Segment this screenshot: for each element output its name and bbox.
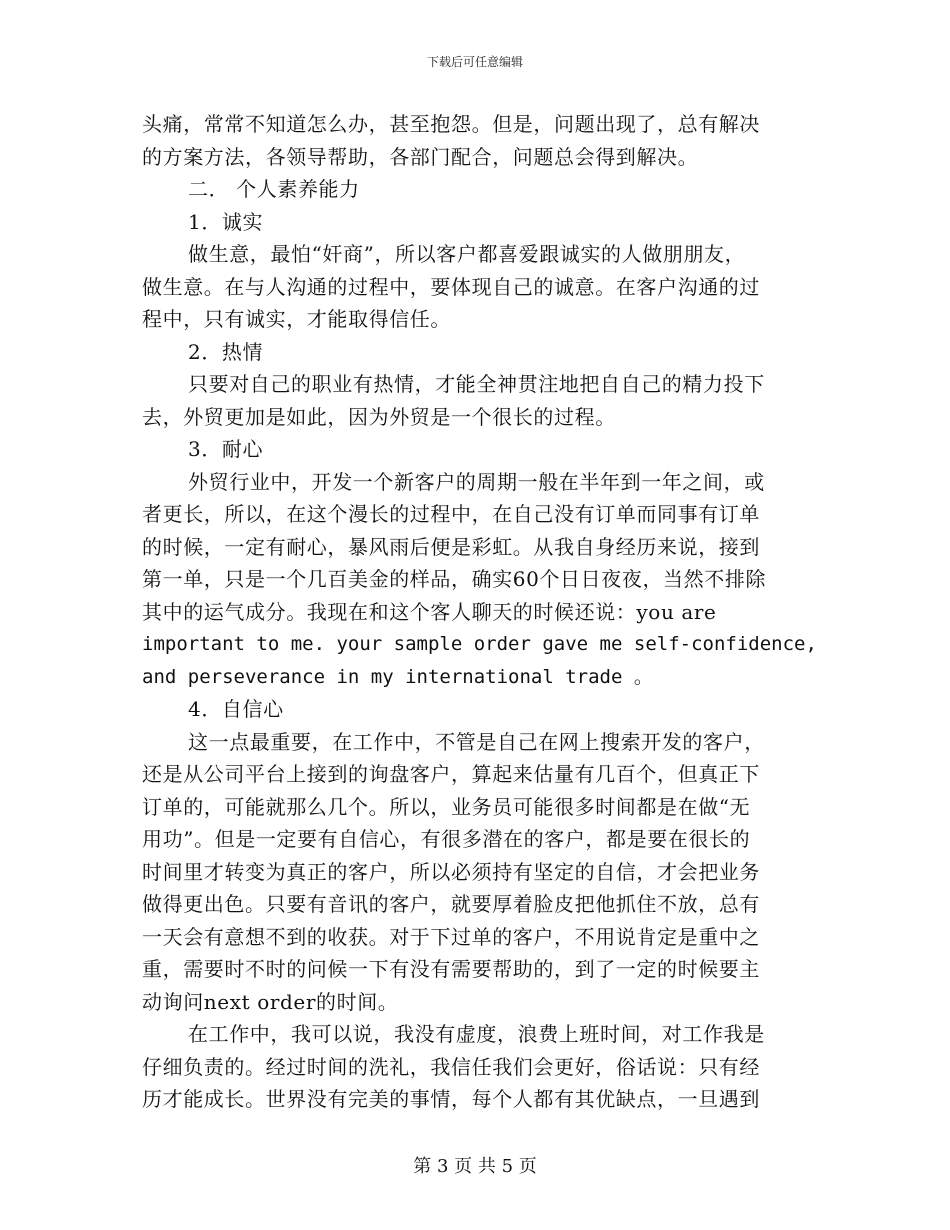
- text-line: 头痛，常常不知道怎么办，甚至抱怨。但是，问题出现了，总有解决: [142, 112, 760, 136]
- text-line: 只要对自己的职业有热情，才能全神贯注地把自自己的精力投下: [188, 372, 765, 396]
- text-line: 动询问next order的时间。: [142, 989, 399, 1014]
- text-line: 程中，只有诚实，才能取得信任。: [142, 307, 451, 331]
- text-line: 4．自信心: [188, 697, 284, 721]
- text-line: 做得更出色。只要有音讯的客户，就要厚着脸皮把他抓住不放，总有: [142, 892, 760, 916]
- text-line: 的时候，一定有耐心，暴风雨后便是彩虹。从我自身经历来说，接到: [142, 534, 760, 559]
- text-line: 做生意。在与人沟通的过程中，要体现自己的诚意。在客户沟通的过: [142, 274, 760, 299]
- text-line: 者更长，所以，在这个漫长的过程中，在自己没有订单而同事有订单: [142, 502, 760, 526]
- text-line: and perseverance in my international trade 。: [142, 665, 653, 688]
- text-line: 订单的，可能就那么几个。所以，业务员可能很多时间都是在做“无: [142, 794, 751, 819]
- text-line: 外贸行业中，开发一个新客户的周期一般在半年到一年之间，或: [188, 469, 765, 494]
- text-line: 第一单，只是一个几百美金的样品，确实60个日日夜夜，当然不排除: [142, 567, 767, 591]
- text-line: 的方案方法，各领导帮助，各部门配合，问题总会得到解决。: [142, 144, 699, 169]
- text-line: 二． 个人素养能力: [188, 177, 360, 201]
- text-line: important to me. your sample order gave me self-confidence,: [142, 633, 817, 655]
- text-line: 仔细负责的。经过时间的洗礼，我信任我们会更好，俗话说：只有经: [142, 1054, 760, 1079]
- page-header: 下载后可任意编辑: [426, 55, 523, 69]
- document-body: [142, 108, 817, 1116]
- text-line: 用功”。但是一定要有自信心，有很多潜在的客户，都是要在很长的: [142, 827, 751, 851]
- page-number-footer: 第 3 页 共 5 页: [413, 1156, 537, 1177]
- text-line: 其中的运气成分。我现在和这个客人聊天的时候还说：you are: [142, 599, 717, 624]
- text-line: 去，外贸更加是如此，因为外贸是一个很长的过程。: [142, 404, 616, 429]
- text-line: 历才能成长。世界没有完美的事情，每个人都有其优缺点，一旦遇到: [142, 1087, 760, 1111]
- text-line: 做生意，最怕“奸商”，所以客户都喜爱跟诚实的人做朋朋友，: [188, 242, 746, 266]
- text-line: 时间里才转变为真正的客户，所以必须持有坚定的自信，才会把业务: [142, 859, 760, 884]
- text-line: 2．热情: [188, 339, 264, 364]
- text-line: 这一点最重要，在工作中，不管是自己在网上搜索开发的客户，: [188, 729, 765, 754]
- text-line: 一天会有意想不到的收获。对于下过单的客户，不用说肯定是重中之: [142, 924, 760, 949]
- text-line: 重，需要时不时的问候一下有没有需要帮助的，到了一定的时候要主: [142, 957, 760, 981]
- text-line: 1．诚实: [188, 209, 264, 234]
- text-line: 还是从公司平台上接到的询盘客户，算起来估量有几百个，但真正下: [142, 762, 760, 786]
- text-line: 在工作中，我可以说，我没有虚度，浪费上班时间，对工作我是: [188, 1022, 765, 1046]
- text-line: 3．耐心: [188, 437, 264, 461]
